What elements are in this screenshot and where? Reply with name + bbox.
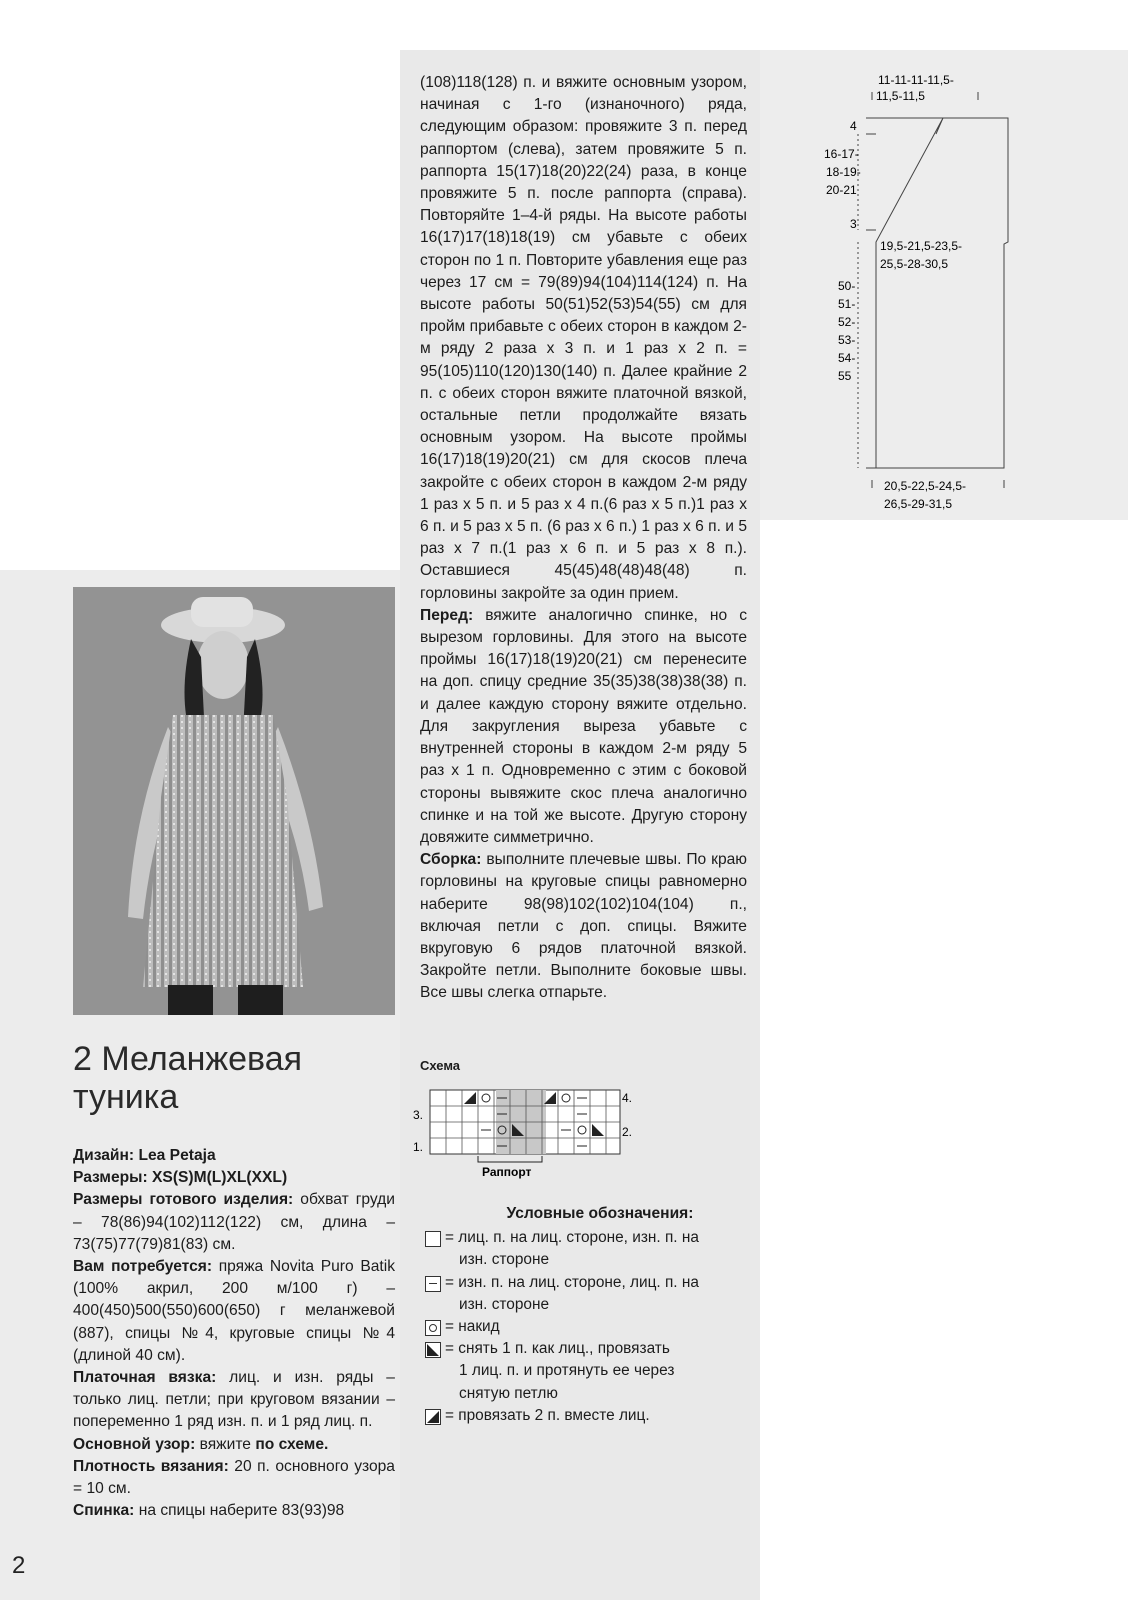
row-number-2: 2.: [622, 1125, 633, 1139]
finished-size-text: обхват груди – 78(86)94(102)112(122) см, длина – 73(75)77(79)81(83) см.: [73, 1191, 395, 1253]
legend-item-knit: [425, 1227, 755, 1249]
legend-text: = лиц. п. на лиц. стороне, изн. п. на: [445, 1229, 699, 1247]
back-text: на спицы наберите 83(93)98: [138, 1502, 345, 1520]
sizes-value: XS(S)M(L)XL(XXL): [152, 1169, 288, 1187]
legend-item-ssk: [425, 1338, 755, 1360]
length-label-1: 50-: [838, 279, 856, 293]
page-number: 2: [12, 1552, 26, 1579]
materials-label: Вам потребуется:: [73, 1258, 213, 1276]
notch-label: 3: [850, 217, 857, 231]
repeat-label: Раппорт: [482, 1165, 532, 1179]
length-label-5: 54-: [838, 351, 856, 365]
legend-text-cont: снятую петлю: [459, 1384, 558, 1402]
schema-label: Схема: [420, 1058, 461, 1073]
length-label-4: 53-: [838, 333, 856, 347]
yarn-over-box-icon: [425, 1320, 441, 1336]
k2tog-box-icon: [425, 1409, 441, 1425]
bottom-width-label-1: 20,5-22,5-24,5-: [884, 479, 967, 493]
row-number-3: 3.: [413, 1108, 424, 1122]
purl-box-icon: [425, 1276, 441, 1292]
row-number-4: 4.: [622, 1091, 633, 1105]
ssk-box-icon: [425, 1342, 441, 1358]
legend-item-purl: [425, 1272, 755, 1294]
length-label-6: 55: [838, 369, 852, 383]
garter-text: лиц. и изн. ряды – только лиц. петли; при круговом вязании – попеременно 1 ряд изн. п. и 1 ряд лиц. п.: [73, 1369, 395, 1431]
front-label: Перед:: [420, 606, 474, 624]
garter-label: Платочная вязка:: [73, 1369, 217, 1387]
armhole-label-2: 18-19-: [826, 165, 861, 179]
legend-text: = провязать 2 п. вместе лиц.: [445, 1406, 650, 1424]
legend-text-cont: изн. стороне: [459, 1295, 550, 1313]
legend-heading: Условные обозначения:: [506, 1205, 694, 1222]
main-pattern-text: вяжите: [199, 1435, 251, 1453]
top-width-label-2: 11,5-11,5: [876, 89, 925, 103]
legend-text: = изн. п. на лиц. стороне, лиц. п. на: [445, 1273, 699, 1291]
repeat-bracket: [478, 1156, 542, 1162]
gauge-text: 20 п. основного узора = 10 см.: [73, 1457, 395, 1498]
back-label: Спинка:: [73, 1502, 135, 1520]
stitch-chart: [412, 1082, 652, 1180]
garment-outline: [858, 92, 1008, 488]
sizes-label: Размеры:: [73, 1169, 148, 1187]
garment-diagram: [824, 72, 1018, 522]
finished-size-label: Размеры готового изделия:: [73, 1191, 294, 1209]
assembly-text: выполните плечевые швы. По краю горловины на круговые спицы равномерно наберите 98(98)102(102)104(104) п., включая петли с доп. спицы. Вяжите вкруговую 6 рядов платочной вязкой. Закройте петли. Выполните боковые швы. Все швы слегка отпарьте.: [420, 851, 747, 1002]
length-label-2: 51-: [838, 297, 856, 311]
legend-text-cont: 1 лиц. п. и протянуть ее через: [459, 1362, 675, 1380]
materials-text: пряжа Novita Puro Batik (100% акрил, 200 м/100 г) – 400(450)500(550)600(650) г меланжевой (887), спицы №4, круговые спицы №4 (длиной 40 см).: [73, 1258, 395, 1364]
legend-text: = накид: [445, 1318, 500, 1336]
top-width-label: 11-11-11-11,5-: [878, 73, 954, 87]
length-label-3: 52-: [838, 315, 856, 329]
left-text-column: [73, 1145, 395, 1522]
half-chest-label-1: 19,5-21,5-23,5-: [880, 239, 963, 253]
gauge-label: Плотность вязания:: [73, 1457, 229, 1475]
armhole-label-3: 20-21: [826, 183, 857, 197]
legend-item-k2tog: [425, 1405, 755, 1427]
legend-text-cont: изн. стороне: [459, 1251, 550, 1269]
assembly-label: Сборка:: [420, 851, 482, 869]
pattern-title: 2 Меланжевая туника: [73, 1040, 303, 1116]
model-figure-image: [73, 587, 395, 1015]
main-pattern-label: Основной узор:: [73, 1435, 196, 1453]
row-number-1: 1.: [413, 1140, 424, 1154]
legend-text: = снять 1 п. как лиц., провязать: [445, 1340, 670, 1358]
half-chest-label-2: 25,5-28-30,5: [880, 257, 949, 271]
main-pattern-bold: по схеме.: [255, 1435, 329, 1453]
designer-label: Дизайн:: [73, 1147, 135, 1164]
legend-item-yarnover: [425, 1316, 755, 1338]
shoulder-drop-label: 4: [850, 119, 857, 133]
bottom-width-label-2: 26,5-29-31,5: [884, 497, 953, 511]
tunic-photo: [73, 587, 395, 1015]
middle-text-column: [420, 72, 747, 1005]
armhole-label-1: 16-17-: [824, 147, 859, 161]
back-instructions: (108)118(128) п. и вяжите основным узором, начиная с 1-го (изнаночного) ряда, следующим образом: провяжите 3 п. перед раппортом (слева), затем провяжите 5 п. раппорта 15(17)18(20)22(24) раза, в конце провяжите 5 п. после раппорта (справа). Повторяйте 1–4-й ряды. На высоте работы 16(17)17(18)18(19) см убавьте с обеих сторон по 1 п. Повторите убавления еще раз через 17 см = 79(89)94(104)114(124) п. На высоте работы 50(51)52(53)54(55) см для пройм прибавьте с обеих сторон в каждом 2-м ряду 2 раза х 3 п. и 1 раз х 2 п. = 95(105)110(120)130(140) п. Далее крайние 2 п. с обеих сторон вяжите платочной вязкой, остальные петли продолжайте вязать основным узором. На высоте проймы 16(17)18(19)20(21) см для скосов плеча закройте с обеих сторон в каждом 2-м ряду 1 раз х 5 п. и 5 раз х 4 п.(6 раз х 5 п.)1 раз х 6 п. и 5 раз х 5 п. (6 раз х 6 п.) 1 раз х 6 п. и 5 раз х 7 п.(1 раз х 6 п. и 5 раз х 8 п.). Оставшиеся 45(45)48(48)48(48) п. горловины закройте за один прием.: [420, 74, 747, 602]
front-text: вяжите аналогично спинке, но с вырезом горловины. Для этого на высоте проймы 16(17)18(19)20(21) см перенесите на доп. спицу средние 35(35)38(38)38(38) п. и далее каждую сторону вяжите отдельно. Для закругления выреза убавьте с внутренней стороны в каждом 2-м ряду 5 раз х 1 п. Одновременно с этим с боковой стороны вывяжите скос плеча аналогично спинке и на той же высоте. Другую сторону довяжите симметрично.: [420, 606, 747, 846]
knit-box-icon: [425, 1231, 441, 1247]
legend: [425, 1203, 755, 1427]
designer-value: Lea Petaja: [138, 1147, 216, 1164]
